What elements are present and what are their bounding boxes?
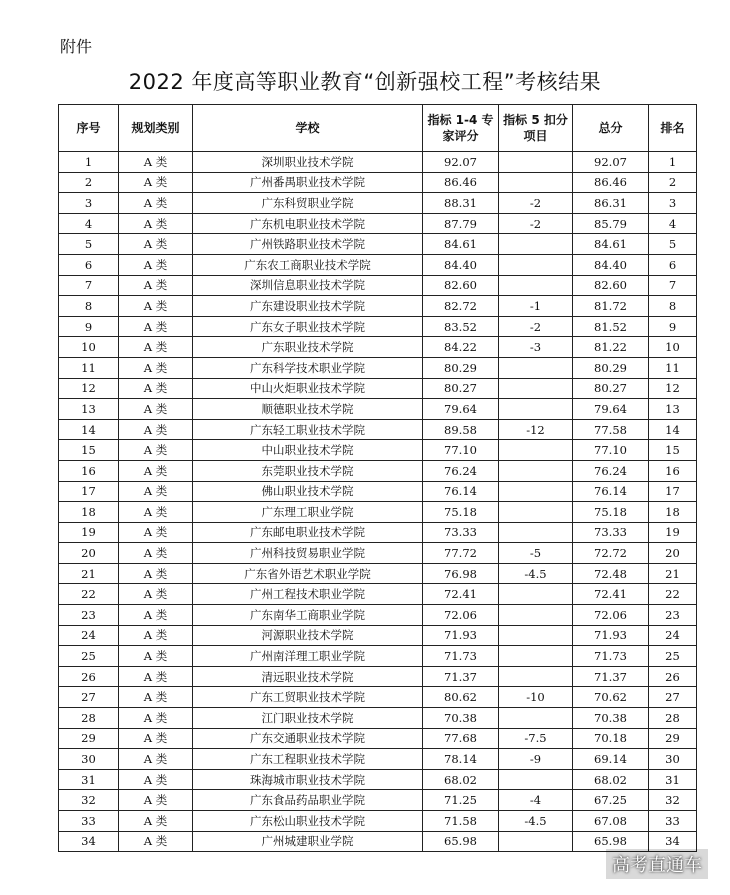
- cell-deduct: -1: [499, 296, 573, 317]
- cell-school: 广东农工商职业技术学院: [193, 254, 423, 275]
- cell-total: 85.79: [573, 213, 649, 234]
- cell-rank: 12: [649, 378, 697, 399]
- cell-rank: 34: [649, 831, 697, 852]
- table-row: [59, 625, 697, 646]
- cell-score: 71.73: [423, 646, 499, 667]
- cell-category: A 类: [119, 481, 193, 502]
- cell-seq: 29: [59, 728, 119, 749]
- cell-score: 78.14: [423, 749, 499, 770]
- cell-total: 80.29: [573, 357, 649, 378]
- cell-deduct: [499, 152, 573, 173]
- cell-school: 广州工程技术职业学院: [193, 584, 423, 605]
- cell-seq: 34: [59, 831, 119, 852]
- cell-rank: 10: [649, 337, 697, 358]
- cell-total: 81.72: [573, 296, 649, 317]
- cell-deduct: -4.5: [499, 563, 573, 584]
- column-header-deduct-5: 指标 5 扣分项目: [499, 105, 573, 152]
- cell-total: 72.06: [573, 605, 649, 626]
- cell-seq: 9: [59, 316, 119, 337]
- cell-category: A 类: [119, 811, 193, 832]
- cell-deduct: -7.5: [499, 728, 573, 749]
- cell-seq: 7: [59, 275, 119, 296]
- cell-score: 71.58: [423, 811, 499, 832]
- cell-total: 69.14: [573, 749, 649, 770]
- cell-score: 84.22: [423, 337, 499, 358]
- cell-deduct: -2: [499, 316, 573, 337]
- cell-deduct: [499, 625, 573, 646]
- table-row: [59, 152, 697, 173]
- cell-total: 86.31: [573, 193, 649, 214]
- cell-rank: 19: [649, 522, 697, 543]
- cell-total: 71.37: [573, 666, 649, 687]
- table-row: [59, 419, 697, 440]
- cell-deduct: -4.5: [499, 811, 573, 832]
- cell-category: A 类: [119, 399, 193, 420]
- cell-rank: 31: [649, 769, 697, 790]
- cell-score: 86.46: [423, 172, 499, 193]
- cell-rank: 2: [649, 172, 697, 193]
- cell-school: 广东职业技术学院: [193, 337, 423, 358]
- cell-rank: 1: [649, 152, 697, 173]
- table-row: [59, 275, 697, 296]
- cell-rank: 22: [649, 584, 697, 605]
- cell-deduct: -4: [499, 790, 573, 811]
- cell-school: 广东省外语艺术职业学院: [193, 563, 423, 584]
- cell-score: 80.62: [423, 687, 499, 708]
- column-header-total: 总分: [573, 105, 649, 152]
- cell-seq: 4: [59, 213, 119, 234]
- cell-total: 86.46: [573, 172, 649, 193]
- table-row: [59, 831, 697, 852]
- cell-deduct: [499, 502, 573, 523]
- table-row: [59, 811, 697, 832]
- cell-deduct: [499, 831, 573, 852]
- cell-total: 84.61: [573, 234, 649, 255]
- cell-deduct: [499, 357, 573, 378]
- cell-score: 68.02: [423, 769, 499, 790]
- cell-total: 72.48: [573, 563, 649, 584]
- table-row: [59, 769, 697, 790]
- cell-rank: 15: [649, 440, 697, 461]
- cell-score: 89.58: [423, 419, 499, 440]
- cell-total: 79.64: [573, 399, 649, 420]
- column-header-score-1-4: 指标 1-4 专家评分: [423, 105, 499, 152]
- cell-category: A 类: [119, 584, 193, 605]
- cell-school: 珠海城市职业技术学院: [193, 769, 423, 790]
- cell-category: A 类: [119, 543, 193, 564]
- cell-rank: 29: [649, 728, 697, 749]
- cell-rank: 14: [649, 419, 697, 440]
- cell-seq: 20: [59, 543, 119, 564]
- cell-score: 88.31: [423, 193, 499, 214]
- watermark: 高考直通车: [606, 849, 708, 879]
- cell-school: 中山火炬职业技术学院: [193, 378, 423, 399]
- cell-rank: 17: [649, 481, 697, 502]
- cell-score: 71.93: [423, 625, 499, 646]
- cell-total: 81.22: [573, 337, 649, 358]
- cell-school: 广东交通职业技术学院: [193, 728, 423, 749]
- cell-seq: 14: [59, 419, 119, 440]
- cell-total: 70.38: [573, 708, 649, 729]
- cell-total: 82.60: [573, 275, 649, 296]
- cell-rank: 4: [649, 213, 697, 234]
- column-header-rank: 排名: [649, 105, 697, 152]
- cell-school: 广东食品药品职业学院: [193, 790, 423, 811]
- cell-seq: 12: [59, 378, 119, 399]
- cell-seq: 17: [59, 481, 119, 502]
- table-row: [59, 316, 697, 337]
- cell-score: 76.24: [423, 460, 499, 481]
- cell-score: 65.98: [423, 831, 499, 852]
- cell-school: 江门职业技术学院: [193, 708, 423, 729]
- table-header-row: [59, 105, 697, 152]
- table-row: [59, 646, 697, 667]
- cell-deduct: [499, 522, 573, 543]
- attachment-label: 附件: [60, 37, 93, 56]
- table-row: [59, 749, 697, 770]
- cell-school: 河源职业技术学院: [193, 625, 423, 646]
- cell-seq: 19: [59, 522, 119, 543]
- cell-rank: 26: [649, 666, 697, 687]
- cell-seq: 16: [59, 460, 119, 481]
- cell-school: 中山职业技术学院: [193, 440, 423, 461]
- cell-seq: 33: [59, 811, 119, 832]
- cell-score: 84.61: [423, 234, 499, 255]
- cell-seq: 25: [59, 646, 119, 667]
- cell-score: 71.37: [423, 666, 499, 687]
- cell-total: 71.73: [573, 646, 649, 667]
- cell-seq: 15: [59, 440, 119, 461]
- cell-rank: 13: [649, 399, 697, 420]
- cell-score: 75.18: [423, 502, 499, 523]
- cell-total: 76.24: [573, 460, 649, 481]
- cell-category: A 类: [119, 296, 193, 317]
- cell-score: 76.98: [423, 563, 499, 584]
- cell-category: A 类: [119, 172, 193, 193]
- cell-school: 广东松山职业技术学院: [193, 811, 423, 832]
- cell-score: 76.14: [423, 481, 499, 502]
- table-row: [59, 790, 697, 811]
- cell-seq: 10: [59, 337, 119, 358]
- cell-seq: 31: [59, 769, 119, 790]
- table-row: [59, 254, 697, 275]
- cell-total: 70.62: [573, 687, 649, 708]
- cell-rank: 8: [649, 296, 697, 317]
- cell-rank: 5: [649, 234, 697, 255]
- cell-school: 广东女子职业技术学院: [193, 316, 423, 337]
- cell-rank: 32: [649, 790, 697, 811]
- cell-category: A 类: [119, 646, 193, 667]
- table-row: [59, 399, 697, 420]
- cell-deduct: [499, 254, 573, 275]
- cell-seq: 11: [59, 357, 119, 378]
- cell-seq: 8: [59, 296, 119, 317]
- cell-category: A 类: [119, 419, 193, 440]
- cell-score: 77.10: [423, 440, 499, 461]
- table-row: [59, 213, 697, 234]
- cell-rank: 20: [649, 543, 697, 564]
- cell-rank: 9: [649, 316, 697, 337]
- cell-deduct: -2: [499, 213, 573, 234]
- cell-category: A 类: [119, 522, 193, 543]
- cell-score: 77.72: [423, 543, 499, 564]
- cell-school: 广州铁路职业技术学院: [193, 234, 423, 255]
- cell-school: 广东南华工商职业学院: [193, 605, 423, 626]
- table-row: [59, 337, 697, 358]
- cell-total: 72.72: [573, 543, 649, 564]
- cell-seq: 28: [59, 708, 119, 729]
- cell-deduct: [499, 440, 573, 461]
- cell-seq: 21: [59, 563, 119, 584]
- table-row: [59, 440, 697, 461]
- cell-total: 67.08: [573, 811, 649, 832]
- cell-total: 71.93: [573, 625, 649, 646]
- cell-school: 深圳职业技术学院: [193, 152, 423, 173]
- cell-school: 广东科学技术职业学院: [193, 357, 423, 378]
- cell-score: 82.72: [423, 296, 499, 317]
- cell-deduct: -10: [499, 687, 573, 708]
- cell-deduct: [499, 378, 573, 399]
- cell-category: A 类: [119, 831, 193, 852]
- cell-school: 广州番禺职业技术学院: [193, 172, 423, 193]
- cell-rank: 27: [649, 687, 697, 708]
- cell-rank: 11: [649, 357, 697, 378]
- cell-total: 77.58: [573, 419, 649, 440]
- table-row: [59, 378, 697, 399]
- cell-category: A 类: [119, 502, 193, 523]
- cell-score: 77.68: [423, 728, 499, 749]
- table-row: [59, 543, 697, 564]
- cell-deduct: [499, 605, 573, 626]
- table-row: [59, 522, 697, 543]
- cell-category: A 类: [119, 728, 193, 749]
- cell-school: 顺德职业技术学院: [193, 399, 423, 420]
- cell-score: 79.64: [423, 399, 499, 420]
- cell-total: 92.07: [573, 152, 649, 173]
- table-row: [59, 584, 697, 605]
- cell-seq: 32: [59, 790, 119, 811]
- cell-school: 佛山职业技术学院: [193, 481, 423, 502]
- cell-school: 深圳信息职业技术学院: [193, 275, 423, 296]
- cell-school: 广东科贸职业学院: [193, 193, 423, 214]
- cell-total: 81.52: [573, 316, 649, 337]
- column-header-school: 学校: [193, 105, 423, 152]
- cell-score: 82.60: [423, 275, 499, 296]
- cell-score: 70.38: [423, 708, 499, 729]
- cell-total: 68.02: [573, 769, 649, 790]
- cell-school: 广州城建职业学院: [193, 831, 423, 852]
- cell-deduct: -2: [499, 193, 573, 214]
- table-row: [59, 666, 697, 687]
- cell-rank: 24: [649, 625, 697, 646]
- cell-category: A 类: [119, 625, 193, 646]
- cell-deduct: [499, 172, 573, 193]
- column-header-seq: 序号: [59, 105, 119, 152]
- cell-rank: 18: [649, 502, 697, 523]
- cell-score: 83.52: [423, 316, 499, 337]
- cell-category: A 类: [119, 275, 193, 296]
- cell-category: A 类: [119, 769, 193, 790]
- cell-rank: 21: [649, 563, 697, 584]
- cell-category: A 类: [119, 357, 193, 378]
- cell-deduct: [499, 275, 573, 296]
- cell-rank: 25: [649, 646, 697, 667]
- cell-school: 广东理工职业学院: [193, 502, 423, 523]
- cell-seq: 1: [59, 152, 119, 173]
- cell-total: 75.18: [573, 502, 649, 523]
- cell-score: 87.79: [423, 213, 499, 234]
- cell-school: 广东机电职业技术学院: [193, 213, 423, 234]
- cell-school: 广州科技贸易职业学院: [193, 543, 423, 564]
- cell-school: 广东邮电职业技术学院: [193, 522, 423, 543]
- table-row: [59, 172, 697, 193]
- table-row: [59, 687, 697, 708]
- cell-score: 80.27: [423, 378, 499, 399]
- cell-total: 80.27: [573, 378, 649, 399]
- cell-category: A 类: [119, 605, 193, 626]
- cell-rank: 30: [649, 749, 697, 770]
- cell-score: 71.25: [423, 790, 499, 811]
- cell-deduct: [499, 666, 573, 687]
- cell-seq: 6: [59, 254, 119, 275]
- table-row: [59, 605, 697, 626]
- cell-category: A 类: [119, 460, 193, 481]
- table-row: [59, 296, 697, 317]
- cell-rank: 7: [649, 275, 697, 296]
- table-row: [59, 481, 697, 502]
- cell-category: A 类: [119, 193, 193, 214]
- cell-score: 73.33: [423, 522, 499, 543]
- cell-score: 84.40: [423, 254, 499, 275]
- cell-category: A 类: [119, 316, 193, 337]
- cell-category: A 类: [119, 687, 193, 708]
- cell-seq: 5: [59, 234, 119, 255]
- cell-rank: 33: [649, 811, 697, 832]
- table-row: [59, 502, 697, 523]
- cell-deduct: -5: [499, 543, 573, 564]
- cell-seq: 18: [59, 502, 119, 523]
- cell-category: A 类: [119, 254, 193, 275]
- cell-seq: 2: [59, 172, 119, 193]
- cell-score: 72.41: [423, 584, 499, 605]
- cell-deduct: -12: [499, 419, 573, 440]
- cell-rank: 16: [649, 460, 697, 481]
- cell-total: 73.33: [573, 522, 649, 543]
- cell-category: A 类: [119, 563, 193, 584]
- cell-deduct: [499, 646, 573, 667]
- cell-seq: 26: [59, 666, 119, 687]
- table-row: [59, 728, 697, 749]
- cell-total: 77.10: [573, 440, 649, 461]
- cell-category: A 类: [119, 440, 193, 461]
- cell-category: A 类: [119, 666, 193, 687]
- cell-rank: 3: [649, 193, 697, 214]
- cell-deduct: [499, 399, 573, 420]
- cell-category: A 类: [119, 749, 193, 770]
- cell-category: A 类: [119, 213, 193, 234]
- cell-category: A 类: [119, 337, 193, 358]
- cell-deduct: [499, 584, 573, 605]
- cell-deduct: [499, 769, 573, 790]
- cell-total: 84.40: [573, 254, 649, 275]
- table-row: [59, 563, 697, 584]
- column-header-category: 规划类别: [119, 105, 193, 152]
- cell-school: 广东工程职业技术学院: [193, 749, 423, 770]
- cell-category: A 类: [119, 708, 193, 729]
- cell-deduct: [499, 481, 573, 502]
- cell-deduct: [499, 708, 573, 729]
- table-row: [59, 357, 697, 378]
- cell-school: 广东工贸职业技术学院: [193, 687, 423, 708]
- table-body: [59, 152, 697, 852]
- cell-school: 广东建设职业技术学院: [193, 296, 423, 317]
- cell-school: 清远职业技术学院: [193, 666, 423, 687]
- cell-total: 67.25: [573, 790, 649, 811]
- cell-school: 东莞职业技术学院: [193, 460, 423, 481]
- cell-seq: 24: [59, 625, 119, 646]
- cell-total: 76.14: [573, 481, 649, 502]
- cell-seq: 30: [59, 749, 119, 770]
- cell-score: 72.06: [423, 605, 499, 626]
- cell-category: A 类: [119, 790, 193, 811]
- results-table: [58, 104, 697, 852]
- table-row: [59, 708, 697, 729]
- cell-score: 80.29: [423, 357, 499, 378]
- cell-rank: 6: [649, 254, 697, 275]
- cell-category: A 类: [119, 234, 193, 255]
- cell-seq: 13: [59, 399, 119, 420]
- cell-total: 72.41: [573, 584, 649, 605]
- document-title: 2022 年度高等职业教育“创新强校工程”考核结果: [128, 70, 602, 94]
- cell-score: 92.07: [423, 152, 499, 173]
- cell-rank: 23: [649, 605, 697, 626]
- cell-total: 65.98: [573, 831, 649, 852]
- cell-deduct: -9: [499, 749, 573, 770]
- cell-deduct: [499, 460, 573, 481]
- cell-seq: 23: [59, 605, 119, 626]
- cell-school: 广东轻工职业技术学院: [193, 419, 423, 440]
- cell-seq: 27: [59, 687, 119, 708]
- cell-total: 70.18: [573, 728, 649, 749]
- table-row: [59, 234, 697, 255]
- cell-deduct: [499, 234, 573, 255]
- cell-seq: 22: [59, 584, 119, 605]
- cell-school: 广州南洋理工职业学院: [193, 646, 423, 667]
- cell-category: A 类: [119, 378, 193, 399]
- cell-category: A 类: [119, 152, 193, 173]
- cell-seq: 3: [59, 193, 119, 214]
- table-row: [59, 193, 697, 214]
- table-row: [59, 460, 697, 481]
- cell-deduct: -3: [499, 337, 573, 358]
- cell-rank: 28: [649, 708, 697, 729]
